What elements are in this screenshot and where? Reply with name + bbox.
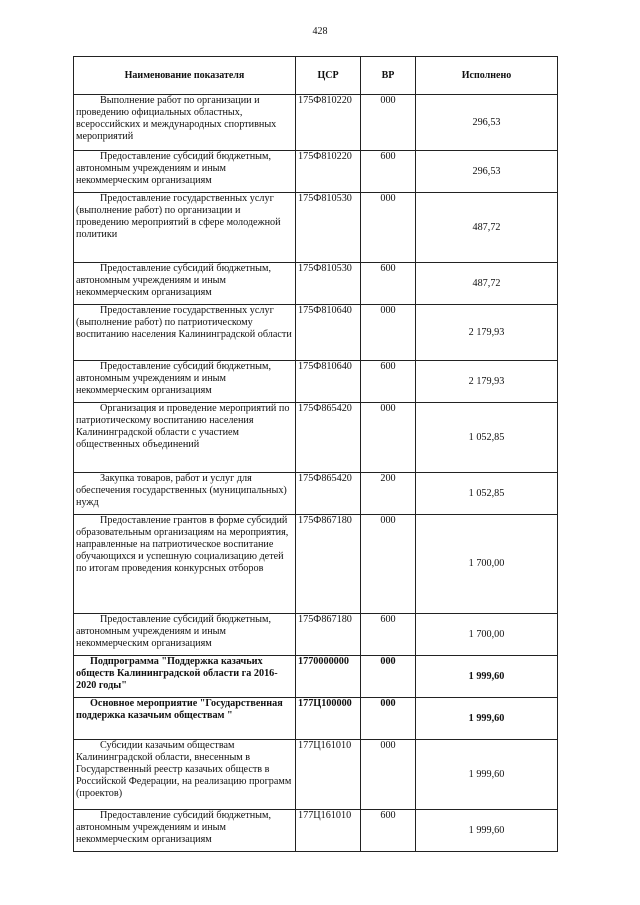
row-vr: 000	[361, 403, 416, 473]
row-name: Предоставление грантов в форме субсидий образовательным организациям на мероприятия, направленные на патриотическое воспитание обучающихся и успешную социализацию детей по итогам проведения конкурсных отборов	[76, 515, 289, 574]
page-number: 428	[312, 26, 328, 37]
row-csr: 177Ц100000	[296, 698, 361, 740]
row-vr: 200	[361, 473, 416, 515]
row-done: 296,53	[416, 95, 558, 151]
row-done: 2 179,93	[416, 305, 558, 361]
table-header-row	[74, 57, 558, 95]
row-done: 1 999,60	[416, 810, 558, 852]
row-vr: 600	[361, 614, 416, 656]
row-vr: 600	[361, 361, 416, 403]
row-name: Предоставление государственных услуг (выполнение работ) по патриотическому воспитанию населения Калининградской области	[76, 305, 292, 340]
row-done: 1 700,00	[416, 614, 558, 656]
row-name: Выполнение работ по организации и проведению официальных областных, всероссийских и международных спортивных мероприятий	[76, 95, 277, 142]
row-csr: 175Ф810640	[296, 305, 361, 361]
row-csr: 175Ф865420	[296, 403, 361, 473]
row-csr: 175Ф810640	[296, 361, 361, 403]
row-vr: 600	[361, 810, 416, 852]
header-name: Наименование показателя	[74, 57, 296, 95]
row-name: Предоставление субсидий бюджетным, автономным учреждениям и иным некоммерческим организациям	[76, 614, 272, 649]
table-row	[74, 473, 558, 515]
table-row	[74, 810, 558, 852]
row-csr: 175Ф810220	[296, 151, 361, 193]
table-row	[74, 193, 558, 263]
table-row	[74, 361, 558, 403]
row-vr: 000	[361, 698, 416, 740]
row-csr: 177Ц161010	[296, 740, 361, 810]
header-vr: ВР	[361, 57, 416, 95]
row-name: Предоставление государственных услуг (выполнение работ) по организации и проведению мероприятий в сфере молодежной политики	[76, 193, 281, 240]
row-vr: 000	[361, 740, 416, 810]
table-row	[74, 403, 558, 473]
table-row	[74, 614, 558, 656]
row-done: 1 052,85	[416, 473, 558, 515]
row-done: 487,72	[416, 263, 558, 305]
row-csr: 175Ф810530	[296, 263, 361, 305]
table-row	[74, 263, 558, 305]
row-vr: 000	[361, 515, 416, 614]
row-done: 296,53	[416, 151, 558, 193]
row-done: 1 999,60	[416, 698, 558, 740]
row-vr: 000	[361, 305, 416, 361]
budget-execution-table	[73, 56, 558, 852]
row-csr: 175Ф865420	[296, 473, 361, 515]
row-name: Предоставление субсидий бюджетным, автономным учреждениям и иным некоммерческим организациям	[76, 151, 272, 186]
row-vr: 600	[361, 263, 416, 305]
row-name: Основное мероприятие "Государственная поддержка казачьим обществам "	[76, 698, 283, 721]
row-done: 1 999,60	[416, 656, 558, 698]
row-done: 1 700,00	[416, 515, 558, 614]
row-csr: 175Ф867180	[296, 515, 361, 614]
row-vr: 000	[361, 95, 416, 151]
row-csr: 175Ф810220	[296, 95, 361, 151]
row-name: Предоставление субсидий бюджетным, автономным учреждениям и иным некоммерческим организациям	[76, 263, 272, 298]
row-name: Предоставление субсидий бюджетным, автономным учреждениям и иным некоммерческим организациям	[76, 810, 272, 845]
row-name: Подпрограмма "Поддержка казачьих обществ Калининградской области га 2016-2020 годы"	[76, 656, 278, 691]
row-csr: 1770000000	[296, 656, 361, 698]
row-done: 1 999,60	[416, 740, 558, 810]
row-name: Предоставление субсидий бюджетным, автономным учреждениям и иным некоммерческим организациям	[76, 361, 272, 396]
row-csr: 175Ф810530	[296, 193, 361, 263]
table-row	[74, 740, 558, 810]
row-vr: 600	[361, 151, 416, 193]
row-name: Закупка товаров, работ и услуг для обеспечения государственных (муниципальных) нужд	[76, 473, 287, 508]
table-row	[74, 515, 558, 614]
table-row	[74, 95, 558, 151]
row-vr: 000	[361, 193, 416, 263]
table-row	[74, 305, 558, 361]
header-done: Исполнено	[416, 57, 558, 95]
row-vr: 000	[361, 656, 416, 698]
table-row-main-activity	[74, 698, 558, 740]
row-name: Организация и проведение мероприятий по патриотическому воспитанию населения Калининградской области с участием общественных объединений	[76, 403, 290, 450]
row-csr: 175Ф867180	[296, 614, 361, 656]
row-done: 487,72	[416, 193, 558, 263]
header-csr: ЦСР	[296, 57, 361, 95]
row-name: Субсидии казачьим обществам Калининградской области, внесенным в Государственный реестр казачьих обществ в Российской Федерации, на реализацию программ (проектов)	[76, 740, 292, 799]
row-done: 1 052,85	[416, 403, 558, 473]
row-done: 2 179,93	[416, 361, 558, 403]
row-csr: 177Ц161010	[296, 810, 361, 852]
table-row	[74, 151, 558, 193]
table-row-subprogram	[74, 656, 558, 698]
